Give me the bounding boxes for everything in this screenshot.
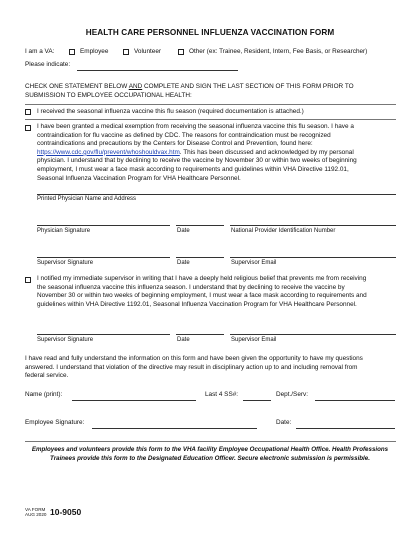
religious-supervisor-signature-field[interactable]	[37, 334, 170, 335]
employee-date-label: Date:	[276, 419, 292, 426]
medical-exemption-checkbox[interactable]	[25, 125, 31, 131]
volunteer-option-label: Volunteer	[134, 48, 162, 55]
employee-signature-label: Employee Signature:	[25, 419, 85, 426]
employee-checkbox[interactable]	[69, 49, 75, 55]
physician-signature-field[interactable]	[37, 225, 170, 226]
employee-date-field[interactable]	[296, 428, 395, 429]
footer-line-1: Employees and volunteers provide this form to the VHA facility Employee Occupational Health Office. Health Professions	[31, 446, 389, 453]
physician-name-label: Printed Physician Name and Address	[37, 196, 137, 202]
physician-signature-label: Physician Signature	[37, 228, 91, 234]
dept-field[interactable]	[315, 400, 395, 401]
please-indicate-field[interactable]	[77, 70, 238, 71]
footer-divider	[25, 441, 396, 442]
ssn-label: Last 4 SS#:	[205, 391, 239, 398]
physician-date-field[interactable]	[176, 225, 224, 226]
instruction-line-1: CHECK ONE STATEMENT BELOW AND COMPLETE AND SIGN THE LAST SECTION OF THIS FORM PRIOR TO	[25, 83, 354, 90]
religious-supervisor-signature-label: Supervisor Signature	[37, 337, 94, 343]
religious-date-field[interactable]	[176, 334, 224, 335]
supervisor-signature-field[interactable]	[37, 257, 170, 258]
supervisor-signature-label: Supervisor Signature	[37, 260, 94, 266]
attestation-text: I have read and fully understand the information on this form and have been given the opportunity to have my questions answered. I understand that violation of the directive may result in disciplinary action up to and including removal from federal service.	[25, 355, 363, 380]
employee-signature-field[interactable]	[92, 428, 257, 429]
physician-date-label: Date	[177, 228, 190, 234]
medical-exemption-text: I have been granted a medical exemption from receiving the seasonal influenza vaccine this flu season. I have a contraindication for flu vaccine as defined by CDC. The reasons for contraindication must be recognized contraindications and precautions by the Centers for Disease Control and Prevention, found here: https://www.cdc.gov/flu/prevent/whoshouldvax.htm. This has been discussed and acknowledged by my personal physician. I understand that by declining to receive the vaccine by November 30 or within two weeks of beginning employment, I must wear a face mask according to requirements and guidelines within VHA Directive 1192.01, Seasonal Influenza Vaccination Program for VHA Healthcare Personnel.	[37, 123, 357, 182]
vaccine-received-text: I received the seasonal influenza vaccine this flu season (required documentation is attached.)	[37, 108, 304, 115]
form-title: HEALTH CARE PERSONNEL INFLUENZA VACCINATION FORM	[85, 28, 335, 37]
vaccine-received-checkbox[interactable]	[25, 109, 31, 115]
npi-field[interactable]	[230, 225, 396, 226]
religious-exemption-text: I notified my immediate supervisor in writing that I have a deeply held religious belief that prevents me from receiving the seasonal influenza vaccine this influenza season. I understand that by declining to receive the vaccine by November 30 or within two weeks of beginning employment, I must wear a face mask according to requirements and guidelines within VHA Directive 1192.01, Seasonal Influenza Vaccination Program for VHA Healthcare Personnel.	[37, 275, 367, 308]
supervisor-date-label: Date	[177, 260, 190, 266]
footer-line-2: Trainees provide this form to the Designated Education Officer. Secure electronic submission is permissible.	[50, 455, 370, 462]
npi-label: National Provider Identification Number	[231, 228, 336, 234]
section-divider	[25, 119, 396, 120]
employee-option-label: Employee	[80, 48, 109, 55]
supervisor-email-field[interactable]	[230, 257, 396, 258]
instruction-line-2: SUBMISSION TO EMPLOYEE OCCUPATIONAL HEALTH:	[25, 92, 192, 99]
va-role-label: I am a VA:	[25, 48, 55, 55]
please-indicate-label: Please indicate:	[25, 61, 71, 68]
section-divider	[25, 104, 396, 105]
name-print-label: Name (print):	[25, 391, 63, 398]
religious-exemption-checkbox[interactable]	[25, 277, 31, 283]
religious-supervisor-email-label: Supervisor Email	[231, 337, 277, 343]
name-print-field[interactable]	[72, 400, 196, 401]
ssn-field[interactable]	[243, 400, 271, 401]
religious-supervisor-email-field[interactable]	[230, 334, 396, 335]
va-form-label: VA FORM AUG 2020	[25, 507, 47, 518]
form-number: 10-9050	[50, 507, 82, 517]
other-option-label: Other (ex: Trainee, Resident, Intern, Fee Basis, or Researcher)	[189, 48, 368, 55]
dept-label: Dept./Serv:	[276, 391, 308, 398]
religious-date-label: Date	[177, 337, 190, 343]
volunteer-checkbox[interactable]	[123, 49, 129, 55]
supervisor-date-field[interactable]	[176, 257, 224, 258]
other-checkbox[interactable]	[178, 49, 184, 55]
supervisor-email-label: Supervisor Email	[231, 260, 277, 266]
cdc-link[interactable]: https://www.cdc.gov/flu/prevent/whoshouldvax.htm	[37, 148, 180, 156]
